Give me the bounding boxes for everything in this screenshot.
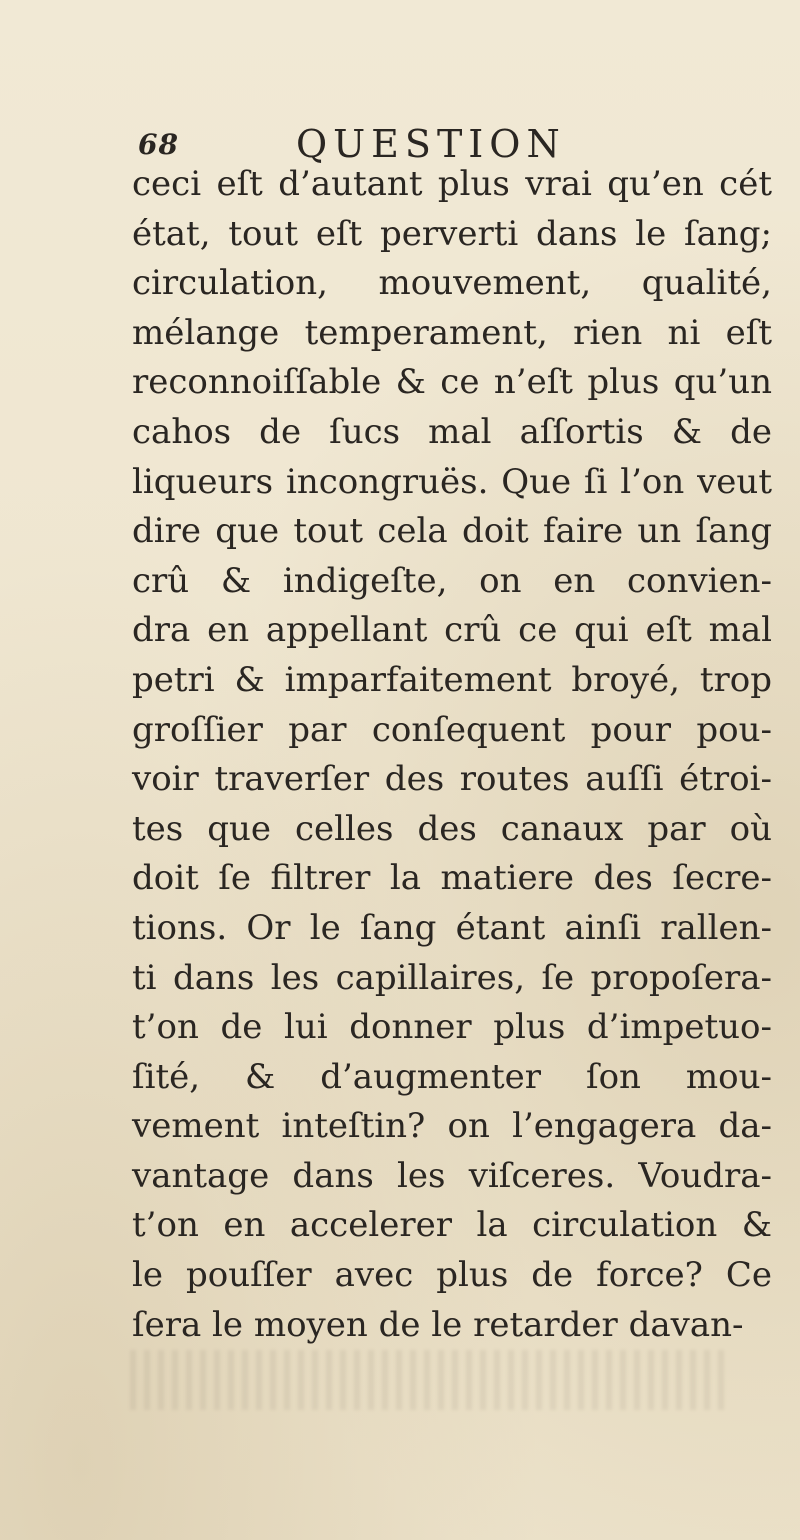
text-line: t’on en accelerer la circulation & <box>132 1205 772 1246</box>
text-line: tes que celles des canaux par où <box>132 808 772 849</box>
text-line: dra en appellant crû ce qui eſt mal <box>132 610 772 651</box>
text-line: t’on de lui donner plus d’impetuo- <box>132 1007 772 1048</box>
text-line: tions. Or le ſang étant ainſi rallen- <box>132 907 772 948</box>
text-line: vement inteſtin? on l’engagera da- <box>132 1106 772 1147</box>
text-line: liqueurs incongruës. Que ſi l’on veut <box>132 461 772 502</box>
text-line: reconnoiſſable & ce n’eſt plus qu’un <box>132 362 772 403</box>
text-line: ti dans les capillaires, ſe propoſera- <box>132 957 772 998</box>
text-line: voir traverſer des routes auſſi étroi- <box>132 759 772 800</box>
text-line: vantage dans les viſceres. Voudra- <box>132 1155 772 1196</box>
text-line: crû & indigeſte, on en convien- <box>132 560 772 601</box>
text-line: dire que tout cela doit faire un ſang <box>132 511 772 552</box>
text-line: petri & imparfaitement broyé, trop <box>132 659 772 700</box>
text-line: mélange temperament, rien ni eſt <box>132 312 772 353</box>
text-line: groſſier par conſequent pour pou- <box>132 709 772 750</box>
text-line: doit ſe filtrer la matiere des ſecre- <box>132 858 772 899</box>
text-line: cahos de ſucs mal aſſortis & de <box>132 411 772 452</box>
text-line: ſité, & d’augmenter ſon mou- <box>132 1056 772 1097</box>
body-text <box>132 160 772 1350</box>
text-line: circulation, mouvement, qualité, <box>132 263 772 304</box>
page-number: 68 <box>138 128 179 161</box>
show-through-ink <box>130 1350 730 1410</box>
text-line: état, tout eſt perverti dans le ſang; <box>132 213 772 254</box>
text-line: ſera le moyen de le retarder davan- <box>132 1304 744 1345</box>
text-line: ceci eſt d’autant plus vrai qu’en cét <box>132 164 772 204</box>
text-line: le pouſſer avec plus de force? Ce <box>132 1255 772 1296</box>
running-head: QUESTION <box>296 122 566 166</box>
